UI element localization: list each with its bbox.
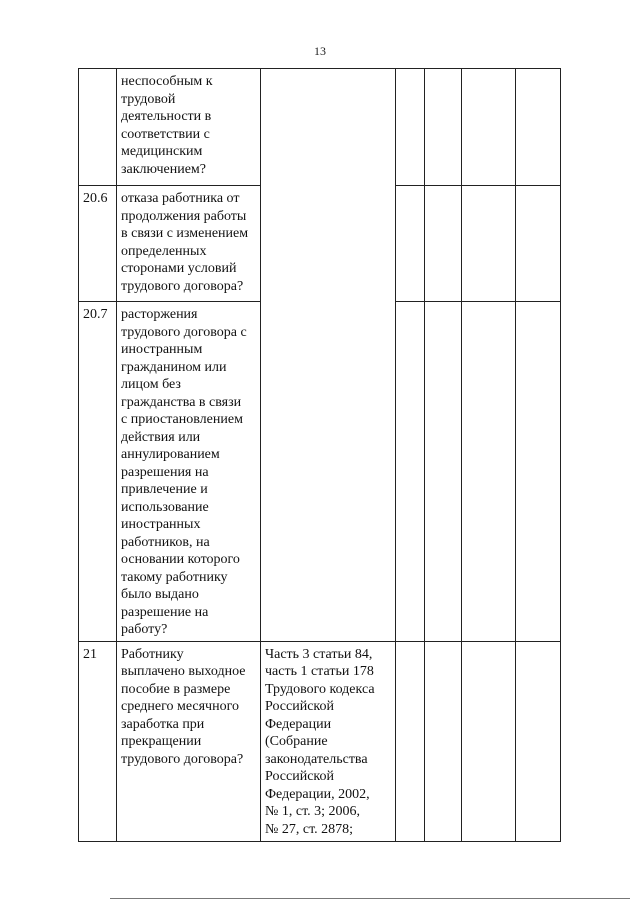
item-number-cell bbox=[79, 69, 117, 186]
law-line: Федерации, 2002, bbox=[265, 786, 370, 802]
answer-yes-cell[interactable] bbox=[396, 186, 425, 302]
question-line: выплачено выходное bbox=[121, 664, 246, 679]
question-line: трудового договора с bbox=[121, 324, 247, 340]
question-line: разрешение на bbox=[121, 604, 209, 620]
question-line: в связи с изменением bbox=[121, 226, 249, 241]
answer-no-cell[interactable] bbox=[425, 302, 462, 642]
question-line: трудового договора? bbox=[121, 751, 244, 767]
law-reference-cell bbox=[261, 69, 396, 186]
law-line: Федерации bbox=[265, 716, 332, 732]
item-number-cell: 20.6 bbox=[79, 186, 117, 302]
question-line: среднего месячного bbox=[121, 699, 239, 714]
question-line: гражданства в связи bbox=[121, 394, 242, 410]
question-line: определенных bbox=[121, 243, 207, 259]
answer-no-cell[interactable] bbox=[425, 186, 462, 302]
note-cell[interactable] bbox=[516, 302, 561, 642]
question-line: пособие в размере bbox=[121, 681, 231, 697]
note-cell[interactable] bbox=[516, 69, 561, 186]
question-line: основании которого bbox=[121, 552, 240, 567]
law-line: законодательства bbox=[265, 751, 368, 767]
note-cell[interactable] bbox=[516, 186, 561, 302]
law-reference-cell bbox=[261, 641, 396, 841]
answer-na-cell[interactable] bbox=[462, 302, 516, 642]
table-row bbox=[79, 302, 561, 642]
bottom-edge-line bbox=[110, 898, 630, 899]
question-line: прекращении bbox=[121, 734, 202, 749]
question-line: действия или bbox=[121, 429, 201, 445]
question-line: Работнику bbox=[121, 646, 184, 662]
question-line: работников, на bbox=[121, 534, 210, 550]
law-line: Российской bbox=[265, 769, 334, 784]
question-line: деятельности в bbox=[121, 109, 212, 124]
table-row bbox=[79, 69, 561, 186]
question-line: заключением? bbox=[121, 161, 206, 177]
answer-na-cell[interactable] bbox=[462, 69, 516, 186]
question-line: неспособным к bbox=[121, 74, 213, 89]
law-line: Российской bbox=[265, 699, 334, 714]
law-line: (Собрание bbox=[265, 734, 328, 749]
question-line: использование bbox=[121, 499, 209, 515]
question-line: было выдано bbox=[121, 587, 199, 602]
question-line: иностранных bbox=[121, 517, 201, 532]
law-line: № 27, ст. 2878; bbox=[265, 821, 354, 837]
question-line: трудового договора? bbox=[121, 278, 244, 294]
question-line: лицом без bbox=[121, 377, 181, 392]
question-line: с приостановлением bbox=[121, 412, 243, 427]
question-line: иностранным bbox=[121, 342, 203, 357]
question-line: разрешения на bbox=[121, 464, 209, 480]
question-cell bbox=[117, 641, 261, 841]
question-line: работу? bbox=[121, 622, 168, 637]
law-line: № 1, ст. 3; 2006, bbox=[265, 804, 361, 819]
table-row bbox=[79, 186, 561, 302]
question-line: аннулированием bbox=[121, 447, 220, 462]
answer-no-cell[interactable] bbox=[425, 69, 462, 186]
table-row bbox=[79, 641, 561, 841]
answer-na-cell[interactable] bbox=[462, 641, 516, 841]
law-reference-cell bbox=[261, 302, 396, 642]
law-line: Часть 3 статьи 84, bbox=[265, 646, 373, 662]
law-reference-cell bbox=[261, 186, 396, 302]
question-line: трудовой bbox=[121, 91, 176, 107]
question-line: такому работнику bbox=[121, 569, 228, 585]
answer-yes-cell[interactable] bbox=[396, 641, 425, 841]
question-line: заработка при bbox=[121, 716, 205, 732]
question-line: соответствии с bbox=[121, 126, 210, 142]
question-line: сторонами условий bbox=[121, 261, 237, 276]
question-cell bbox=[117, 186, 261, 302]
item-number-cell: 20.7 bbox=[79, 302, 117, 642]
law-line: часть 1 статьи 178 bbox=[265, 664, 374, 679]
question-line: отказа работника от bbox=[121, 191, 240, 206]
answer-na-cell[interactable] bbox=[462, 186, 516, 302]
answer-yes-cell[interactable] bbox=[396, 69, 425, 186]
answer-no-cell[interactable] bbox=[425, 641, 462, 841]
item-number-cell: 21 bbox=[79, 641, 117, 841]
answer-yes-cell[interactable] bbox=[396, 302, 425, 642]
question-cell bbox=[117, 302, 261, 642]
question-line: привлечение и bbox=[121, 482, 208, 497]
note-cell[interactable] bbox=[516, 641, 561, 841]
question-cell bbox=[117, 69, 261, 186]
question-line: медицинским bbox=[121, 144, 203, 159]
question-line: расторжения bbox=[121, 307, 198, 322]
checklist-table bbox=[78, 68, 561, 842]
question-line: гражданином или bbox=[121, 359, 227, 375]
law-line: Трудового кодекса bbox=[265, 681, 375, 697]
page-number: 13 bbox=[314, 44, 326, 58]
question-line: продолжения работы bbox=[121, 208, 247, 224]
